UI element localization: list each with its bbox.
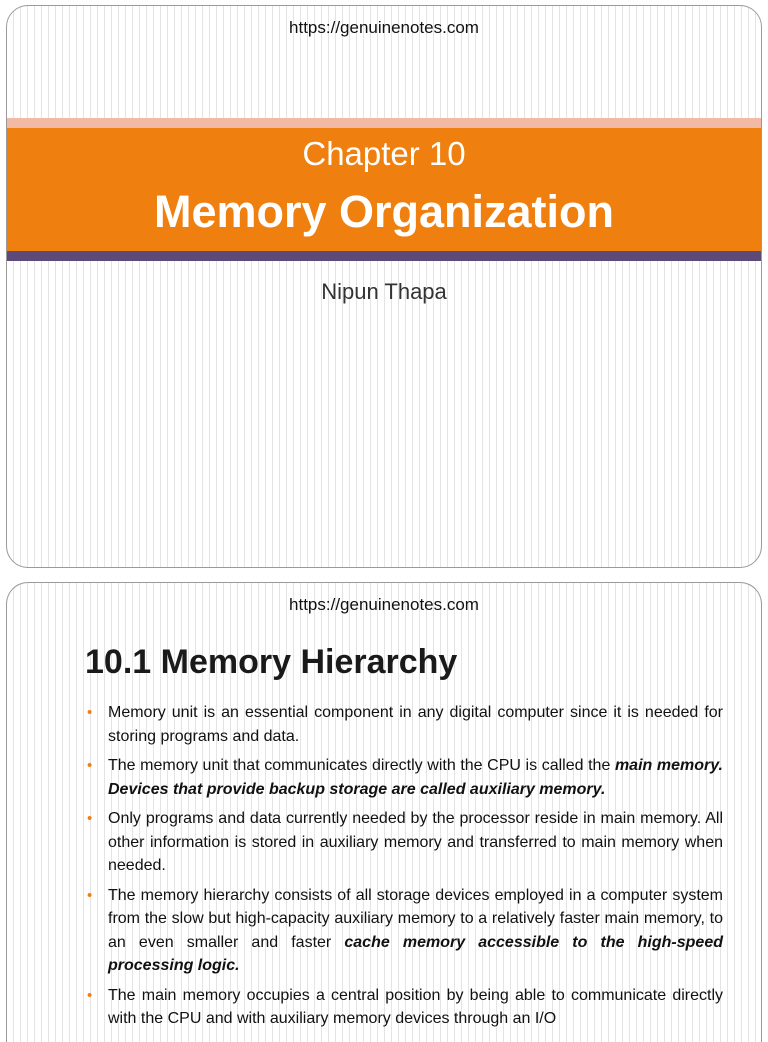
source-url: https://genuinenotes.com [289, 595, 479, 614]
bullet-list [85, 701, 723, 1037]
bullet-text: Memory unit is an essential component in any digital computer since it is needed for storing programs and data. [108, 704, 723, 745]
slide-title [6, 5, 762, 568]
list-item [85, 984, 723, 1031]
bullet-dot-icon: • [87, 757, 93, 774]
bullet-text: The memory unit that communicates directly with the CPU is called the [108, 757, 615, 774]
list-item [85, 884, 723, 978]
bullet-dot-icon: • [87, 704, 93, 721]
bullet-dot-icon: • [87, 986, 93, 1004]
bullet-text: The main memory occupies a central position by being able to communicate directly with the CPU and with auxiliary memory devices through an I/O [108, 986, 723, 1027]
author-name: Nipun Thapa [321, 279, 447, 304]
list-item [85, 754, 723, 801]
bullet-dot-icon: • [87, 810, 93, 827]
list-item [85, 807, 723, 878]
slide-memory-hierarchy [6, 582, 762, 1042]
bullet-emphasis: cache memory accessible to the high-speed processing logic. [108, 933, 723, 974]
chapter-label: Chapter 10 [302, 135, 466, 172]
page-title: Memory Organization [153, 186, 615, 237]
section-heading: 10.1 Memory Hierarchy [85, 643, 458, 681]
bullet-text: The memory hierarchy consists of all storage devices employed in a computer system from the slow but high-capacity auxiliary memory to a relatively faster main memory, to an even smaller and faster [108, 886, 723, 951]
list-item [85, 701, 723, 748]
accent-strip-top [7, 118, 761, 128]
bullet-emphasis: main memory. Devices that provide backup storage are called auxiliary memory. [108, 757, 723, 798]
accent-strip-bottom [7, 251, 761, 261]
bullet-text: Only programs and data currently needed by the processor reside in main memory. All other information is stored in auxiliary memory and transferred to main memory when needed. [108, 810, 723, 874]
bullet-dot-icon: • [87, 886, 93, 904]
source-url: https://genuinenotes.com [289, 18, 479, 37]
